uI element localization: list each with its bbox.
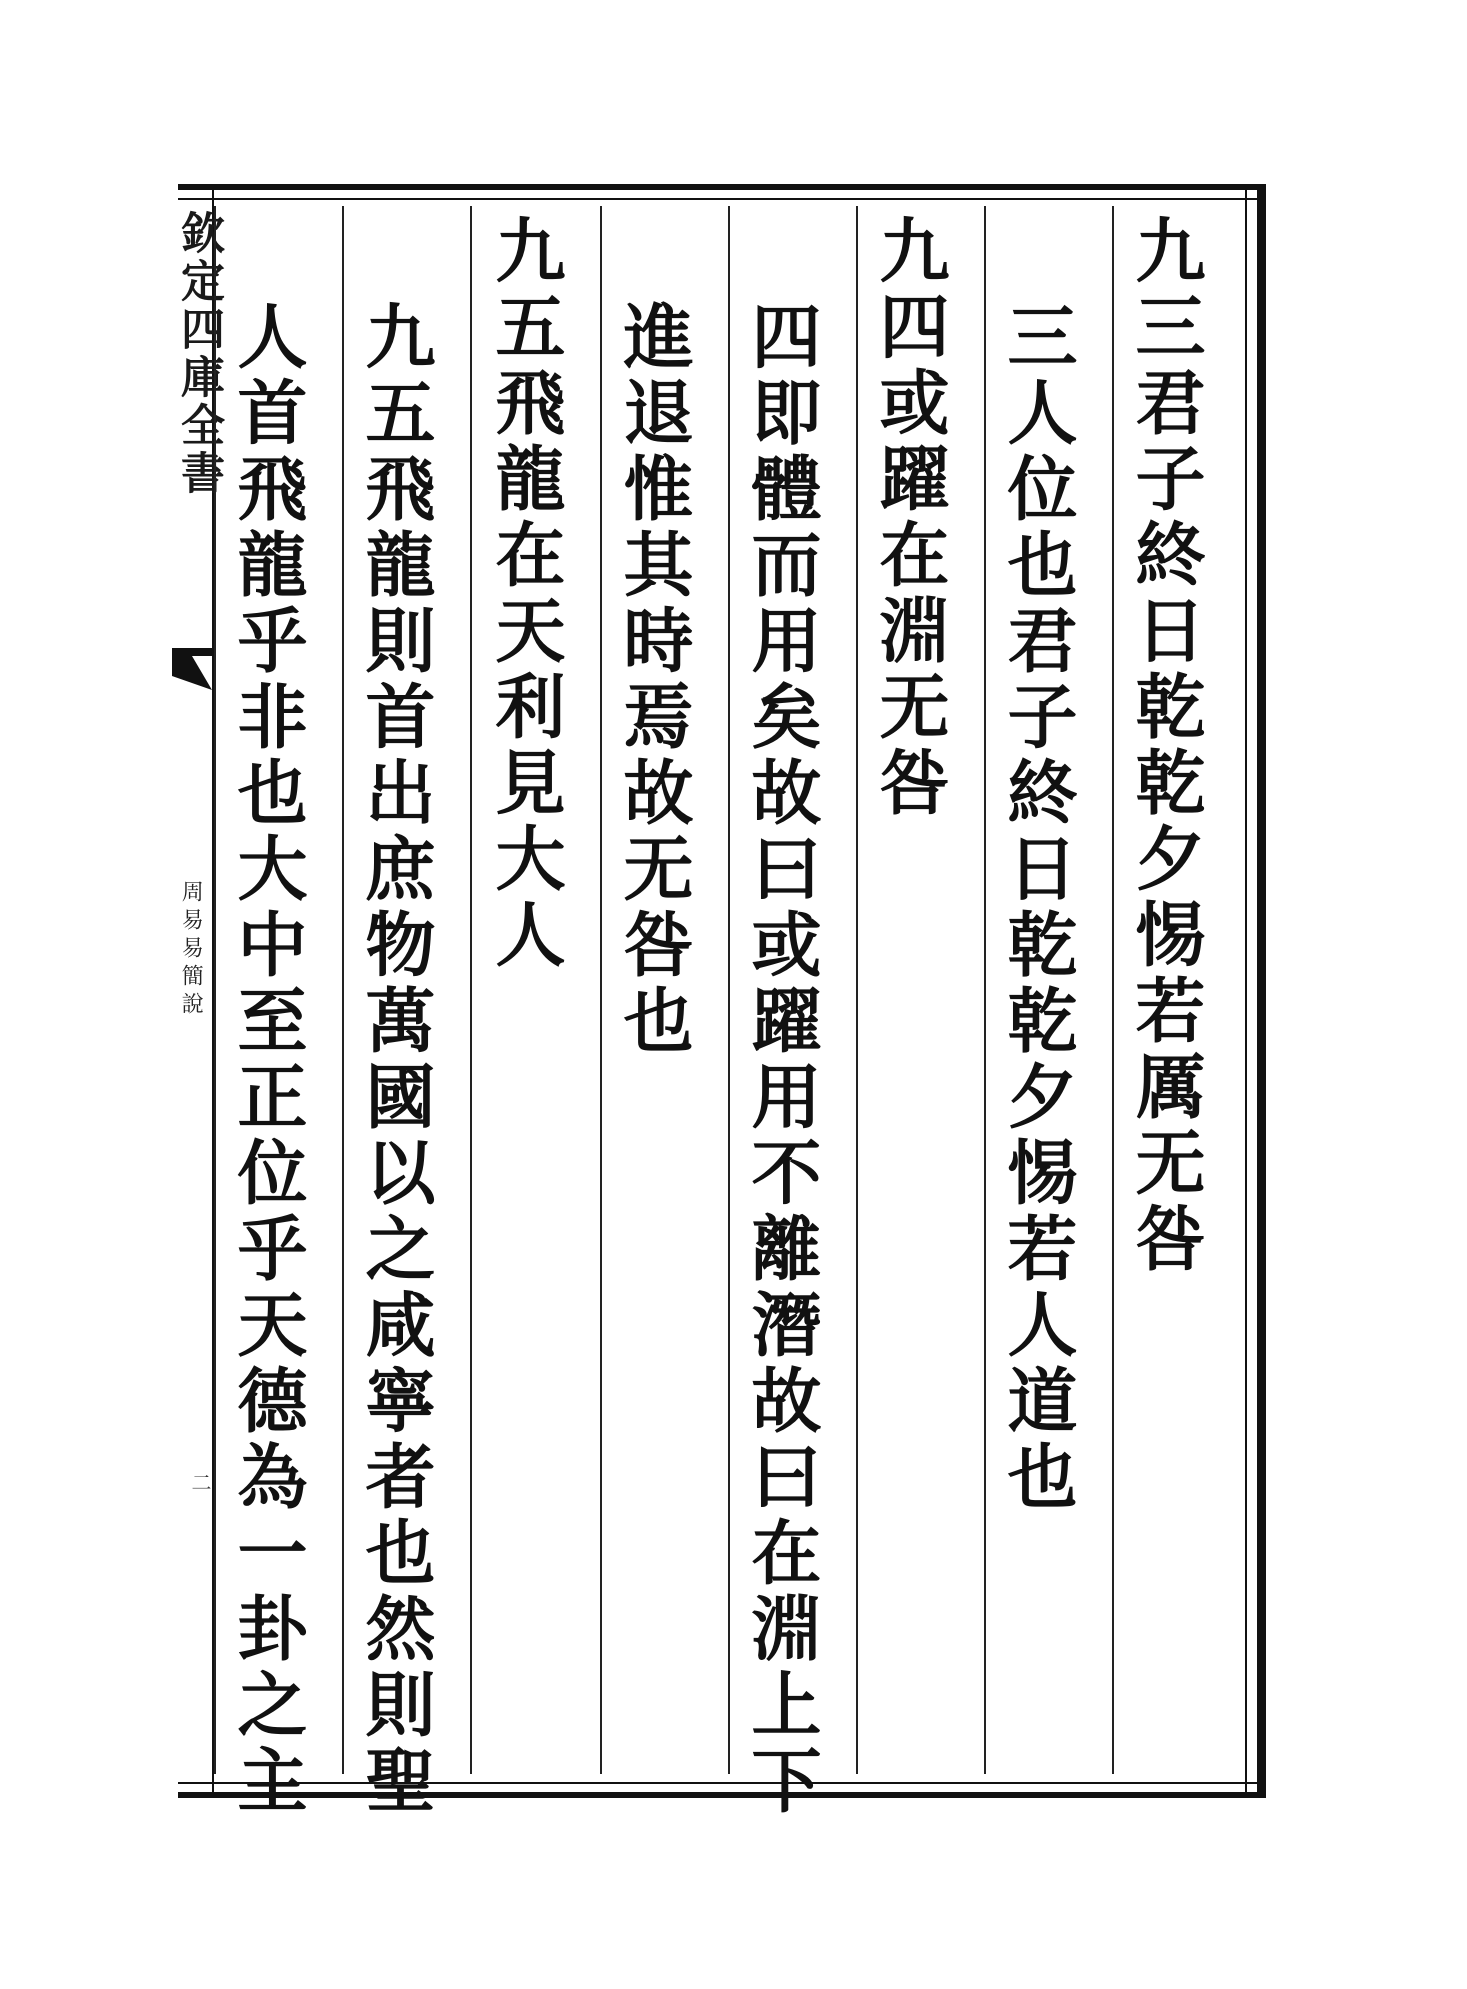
text-column-8: 人首飛龍乎非也大中至正位乎天德為一卦之主	[226, 300, 309, 1820]
page-number: 二	[188, 1472, 212, 1492]
column-divider	[856, 206, 858, 1774]
text-column-6: 九五飛龍在天利見大人	[484, 214, 567, 974]
column-divider	[1112, 206, 1114, 1774]
column-divider	[728, 206, 730, 1774]
column-divider	[214, 206, 216, 1774]
text-column-3: 九四或躍在淵无咎	[868, 214, 951, 822]
text-column-5: 進退惟其時焉故无咎也	[612, 300, 695, 1060]
spine-title: 欽定四庫全書	[173, 210, 224, 498]
frame-top-rule	[178, 198, 1257, 200]
column-divider	[984, 206, 986, 1774]
column-divider	[470, 206, 472, 1774]
frame-right-rule	[1245, 190, 1247, 1792]
column-divider	[600, 206, 602, 1774]
fish-tail-mark-icon	[170, 646, 214, 692]
frame-bottom-rule	[178, 1782, 1257, 1784]
text-column-4: 四即體而用矣故曰或躍用不離潛故曰在淵上下	[740, 300, 823, 1820]
text-column-7: 九五飛龍則首出庶物萬國以之咸寧者也然則聖	[354, 300, 437, 1820]
spine-subtitle: 周易易簡說	[178, 880, 204, 1020]
text-column-1: 九三君子終日乾乾夕惕若厲无咎	[1124, 214, 1207, 1278]
text-column-2: 三人位也君子終日乾乾夕惕若人道也	[996, 300, 1079, 1516]
column-divider	[342, 206, 344, 1774]
